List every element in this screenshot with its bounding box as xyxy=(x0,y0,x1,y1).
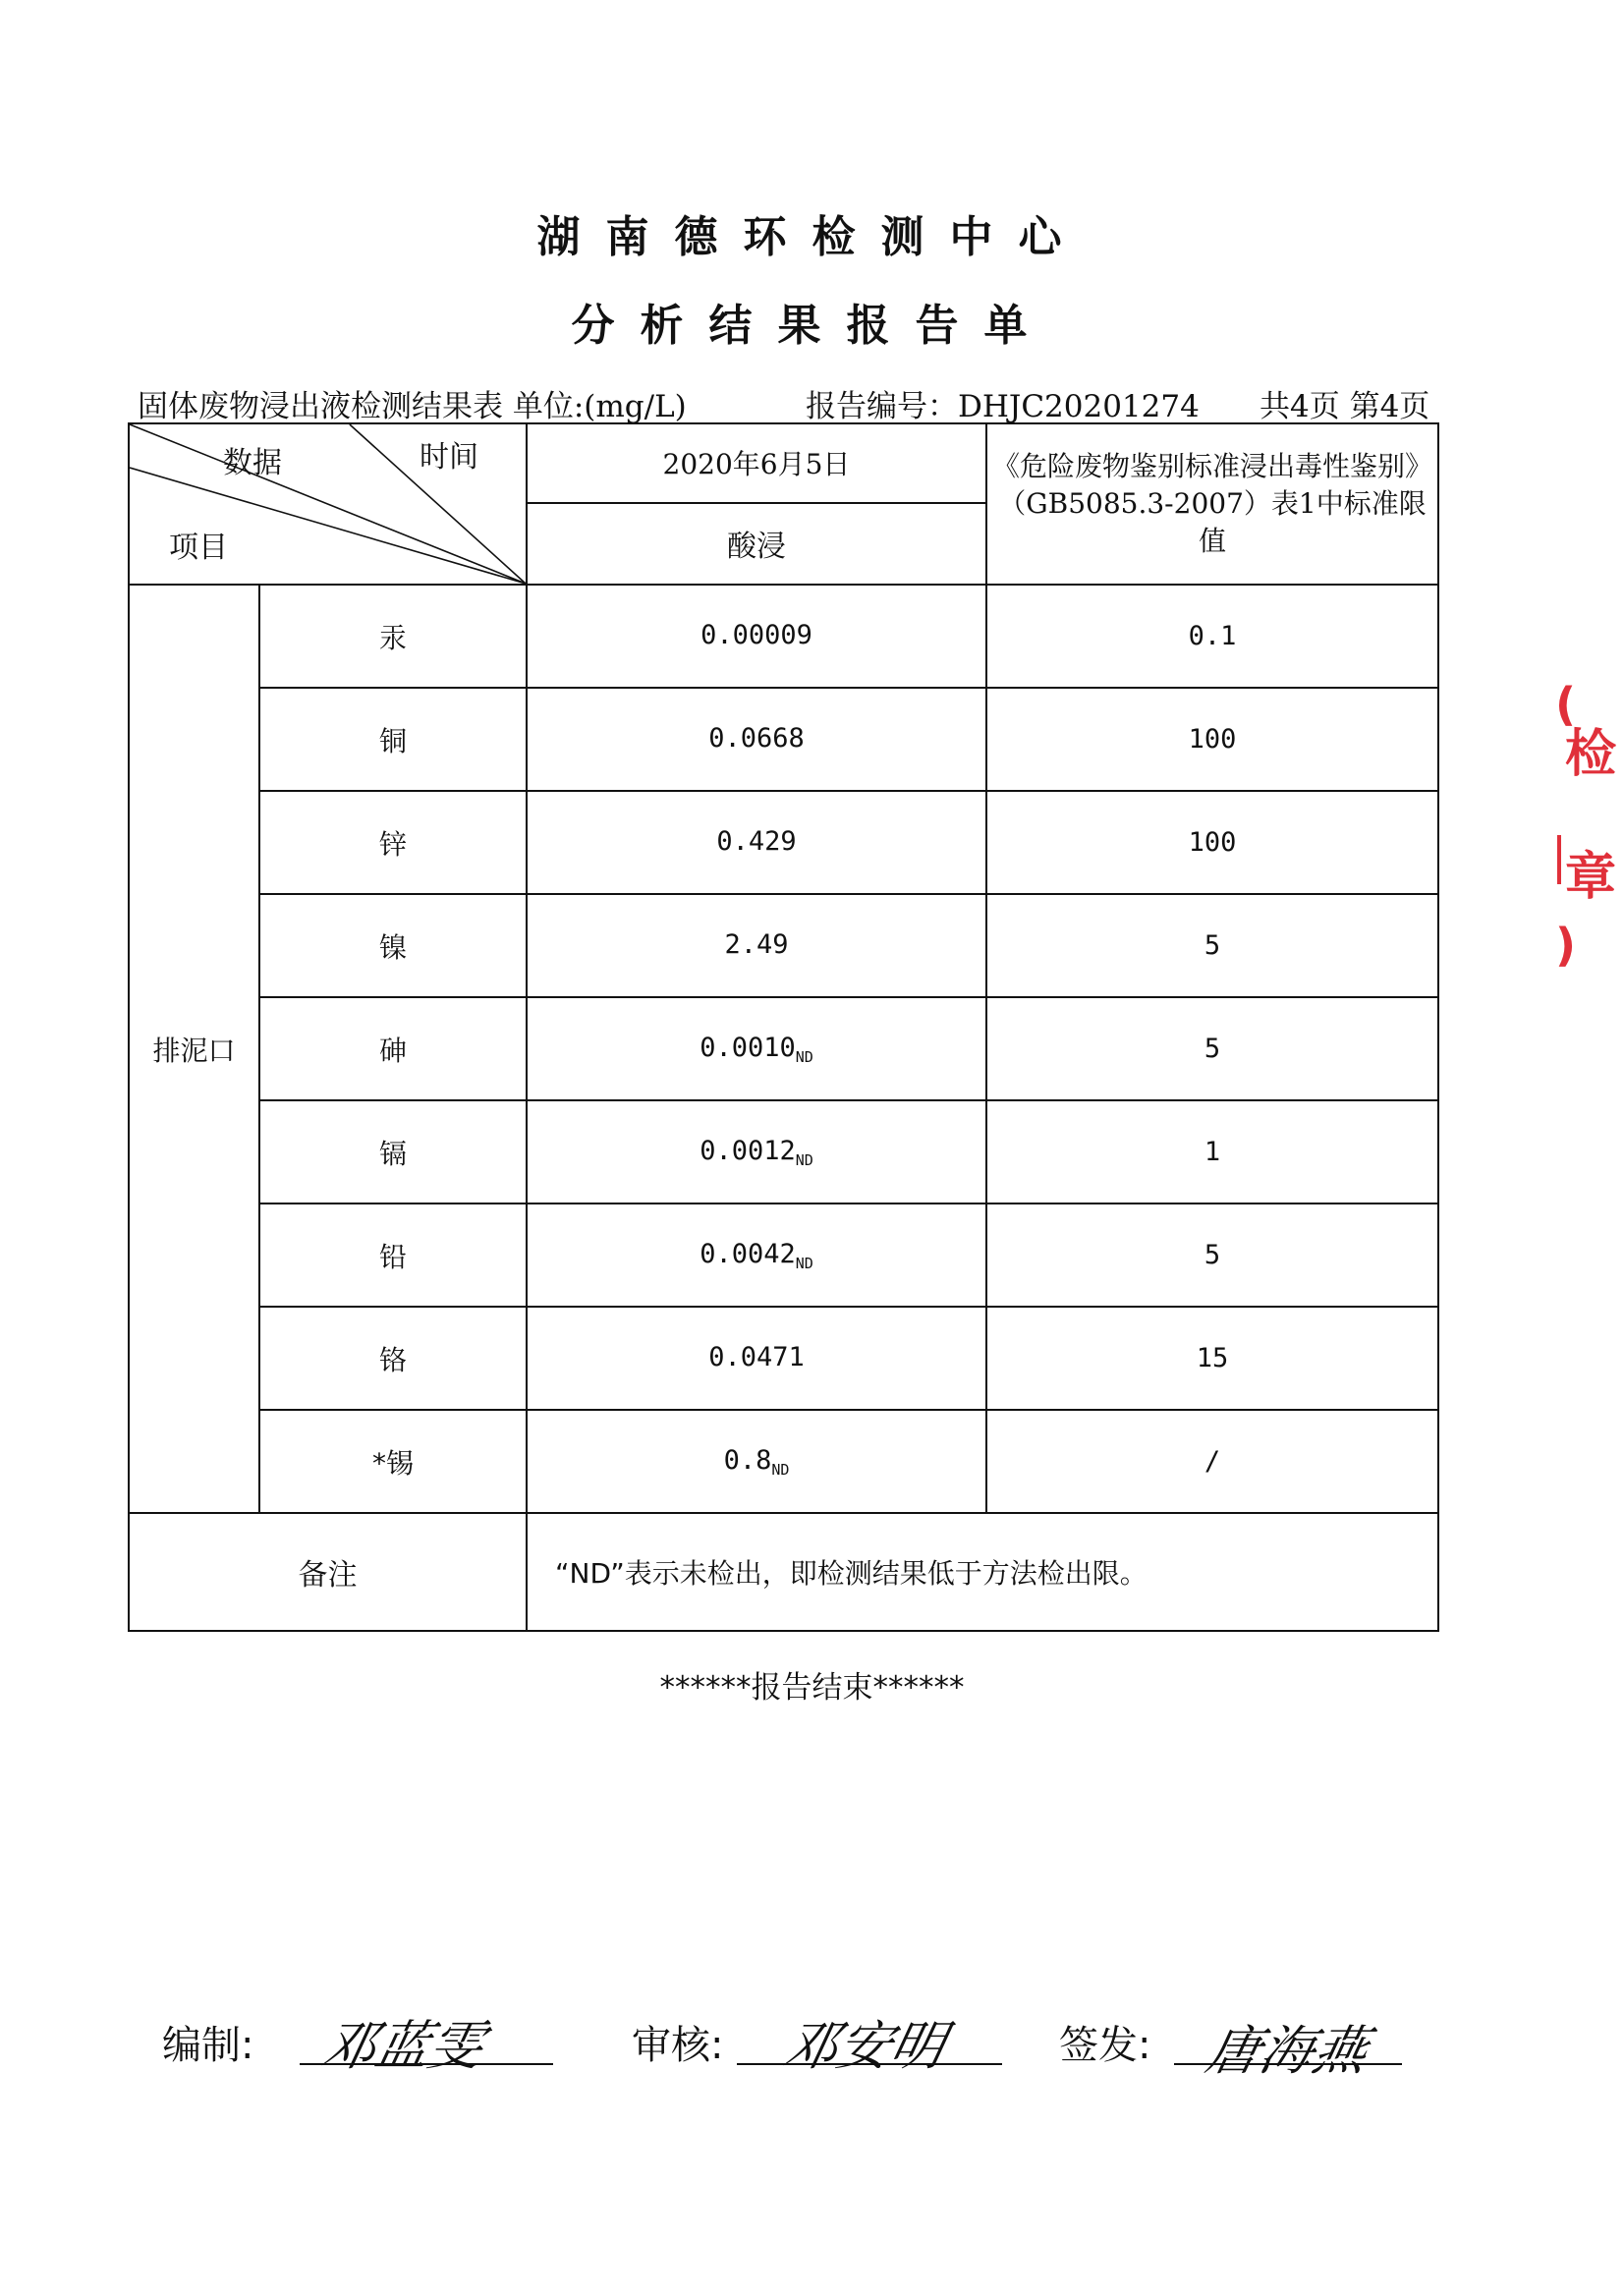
table-row xyxy=(129,1410,1438,1513)
nd-flag: ND xyxy=(795,1254,813,1272)
report-meta xyxy=(138,381,1434,424)
reviewed-signature: 邓安明 xyxy=(778,2015,951,2077)
limit-cell: 0.1 xyxy=(986,585,1438,688)
diag-label-item: 项目 xyxy=(169,531,228,565)
limit-cell: 5 xyxy=(986,997,1438,1100)
method-cell: 酸浸 xyxy=(527,503,986,585)
value-text: 0.0471 xyxy=(708,1341,805,1372)
compiled-signature: 邓蓝雯 xyxy=(316,2015,489,2077)
value-cell xyxy=(527,688,986,791)
limit-cell: 1 xyxy=(986,1100,1438,1203)
report-number: 报告编号：DHJC20201274 xyxy=(806,389,1200,424)
value-text: 0.8 xyxy=(723,1444,772,1476)
note-text: “ND”表示未检出，即检测结果低于方法检出限。 xyxy=(527,1513,1438,1631)
site-cell: 排泥口 xyxy=(129,585,259,1513)
table-row xyxy=(129,1203,1438,1307)
note-label: 备注 xyxy=(129,1513,527,1631)
element-cell: 镍 xyxy=(259,894,527,997)
element-cell: 砷 xyxy=(259,997,527,1100)
date-cell: 2020年6月5日 xyxy=(527,423,986,503)
reviewed-label: 审核: xyxy=(632,2023,724,2068)
value-text: 0.0668 xyxy=(708,722,805,754)
report-end-marker: ******报告结束****** xyxy=(659,1670,965,1706)
limit-cell: 5 xyxy=(986,1203,1438,1307)
value-text: 2.49 xyxy=(724,928,789,960)
limit-cell: 5 xyxy=(986,894,1438,997)
org-name: 湖南德环检测中心 xyxy=(536,212,1088,262)
element-cell: 汞 xyxy=(259,585,527,688)
issued-signature: 唐海燕 xyxy=(1201,2020,1373,2082)
element-cell: 镉 xyxy=(259,1100,527,1203)
nd-flag: ND xyxy=(771,1460,790,1479)
element-cell: 锌 xyxy=(259,791,527,894)
nd-flag: ND xyxy=(795,1047,813,1066)
value-text: 0.0042 xyxy=(700,1238,796,1269)
results-table xyxy=(128,422,1439,1632)
stamp-char: 检 xyxy=(1565,725,1617,784)
compiled-label: 编制: xyxy=(162,2023,254,2068)
value-cell xyxy=(527,791,986,894)
page-info: 共4页 第4页 xyxy=(1260,389,1430,424)
table-row xyxy=(129,997,1438,1100)
value-text: 0.00009 xyxy=(700,619,812,650)
limit-cell: 15 xyxy=(986,1307,1438,1410)
value-cell xyxy=(527,1410,986,1513)
stamp-bracket-top: ( xyxy=(1555,678,1577,731)
element-cell: 铬 xyxy=(259,1307,527,1410)
doc-title: 分析结果报告单 xyxy=(571,301,1053,351)
table-row xyxy=(129,894,1438,997)
table-row xyxy=(129,1100,1438,1203)
red-seal-stamp xyxy=(1547,678,1616,973)
value-cell xyxy=(527,1203,986,1307)
value-text: 0.0012 xyxy=(700,1135,796,1166)
limit-cell: / xyxy=(986,1410,1438,1513)
element-cell: 铅 xyxy=(259,1203,527,1307)
table-row xyxy=(129,791,1438,894)
value-cell xyxy=(527,1307,986,1410)
value-text: 0.429 xyxy=(716,825,797,857)
diag-label-time: 时间 xyxy=(420,440,478,475)
standard-cell: 《危险废物鉴别标准浸出毒性鉴别》（GB5085.3-2007）表1中标准限值 xyxy=(986,423,1438,585)
nd-flag: ND xyxy=(795,1150,813,1169)
stamp-mark xyxy=(1557,835,1561,884)
stamp-char: 章 xyxy=(1565,848,1617,907)
header-row xyxy=(129,423,1438,503)
value-cell xyxy=(527,997,986,1100)
value-cell xyxy=(527,894,986,997)
value-text: 0.0010 xyxy=(700,1032,796,1063)
value-cell xyxy=(527,585,986,688)
limit-cell: 100 xyxy=(986,688,1438,791)
table-row xyxy=(129,585,1438,688)
element-cell: 铜 xyxy=(259,688,527,791)
element-cell: *锡 xyxy=(259,1410,527,1513)
stamp-bracket-bottom: ) xyxy=(1555,919,1577,972)
note-row xyxy=(129,1513,1438,1631)
diagonal-header-cell xyxy=(129,423,527,585)
value-cell xyxy=(527,1100,986,1203)
table-row xyxy=(129,688,1438,791)
issued-label: 签发: xyxy=(1059,2023,1151,2068)
limit-cell: 100 xyxy=(986,791,1438,894)
diag-label-data: 数据 xyxy=(223,446,282,480)
table-row xyxy=(129,1307,1438,1410)
table-caption: 固体废物浸出液检测结果表 单位:(mg/L) xyxy=(138,389,687,424)
